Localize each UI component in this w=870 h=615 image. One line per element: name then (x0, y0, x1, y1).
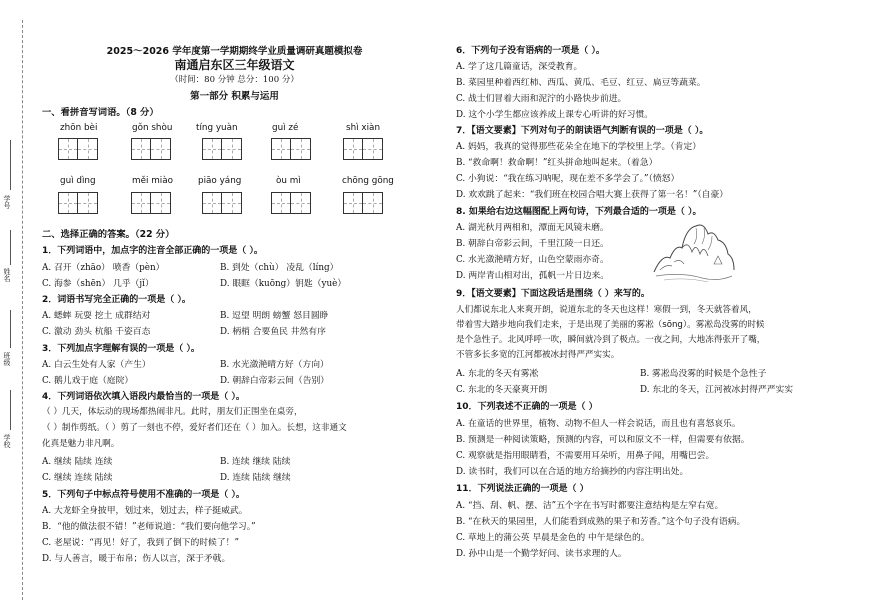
q4-option-c[interactable]: C. 继续 连续 陆续 (42, 473, 113, 483)
writing-grid[interactable] (271, 192, 311, 214)
q3-option-a[interactable]: A. 白云生处有人家（产生） (42, 360, 151, 370)
q4-option-b[interactable]: B. 连续 继续 陆续 (220, 457, 291, 467)
q9-passage-line: 带着雪大踏步地向我们走来，于是出现了美丽的雾凇（sōng）。雾凇岛没雾的时候 (456, 320, 765, 330)
question-5-stem: 5．下列句子中标点符号使用不准确的一项是（ ）。 (42, 490, 245, 500)
q10-option-b[interactable]: B. 预测是一种阅读策略，预测的内容，可以和原文不一样，但需要有依据。 (456, 435, 750, 445)
q4-option-a[interactable]: A. 继续 陆续 连续 (42, 457, 113, 467)
q8-option-a[interactable]: A. 湖光秋月两相和，潭面无风镜未磨。 (456, 223, 609, 233)
q4-option-d[interactable]: D. 连续 陆续 继续 (220, 473, 291, 483)
school-label: 学校 (3, 434, 11, 448)
q4-passage-line: （ ）制作剪纸。（ ）剪了一刻也不停，爱好者们还在（ ）加入。长想，这非通文 (42, 423, 347, 433)
question-6-stem: 6．下列句子没有语病的一项是（ ）。 (456, 46, 605, 56)
q9-passage-line: 不管多长多宽的江河都被冰封得严严实实。 (456, 350, 620, 360)
class-label: 班级 (3, 352, 11, 366)
writing-grid[interactable] (271, 138, 311, 160)
q6-option-b[interactable]: B. 菜园里种着西红柿、西瓜、黄瓜、毛豆、红豆、扁豆等蔬菜。 (456, 78, 706, 88)
q7-option-d[interactable]: D. 欢欢跳了起来：“我们班在校园合唱大赛上获得了第一名！”（自豪） (456, 190, 729, 200)
q9-option-a[interactable]: A. 东北的冬天有雾凇 (456, 369, 539, 379)
pinyin-label: chōng gōng (342, 176, 394, 186)
writing-grid[interactable] (343, 192, 383, 214)
q5-option-d[interactable]: D. 与人善言，暖于布帛；伤人以言，深于矛戟。 (42, 554, 231, 564)
q1-option-c[interactable]: C. 海参（shēn） 几乎（jǐ） (42, 279, 154, 289)
q11-option-c[interactable]: C. 草地上的蒲公英 早晨是金色的 中午是绿色的。 (456, 533, 650, 543)
q1-option-b[interactable]: B. 到处（chù） 凌乱（líng） (220, 263, 339, 273)
q7-option-a[interactable]: A. 妈妈，我真的觉得那些花朵全在地下的学校里上学。（肯定） (456, 142, 702, 152)
q2-option-c[interactable]: C. 激动 劲头 杭船 千姿百态 (42, 327, 151, 337)
q10-option-a[interactable]: A. 在童话的世界里，植物、动物不但人一样会说话，而且也有喜怒哀乐。 (456, 419, 741, 429)
q5-option-b[interactable]: B．“他的做法很不错！”老师说道：“我们要向他学习。” (42, 522, 256, 532)
pinyin-label: gǒn shòu (132, 123, 173, 133)
school-line (10, 390, 11, 430)
writing-grid[interactable] (58, 138, 98, 160)
q7-option-b[interactable]: B. “救命啊！救命啊！”红头拼命地叫起来。（着急） (456, 158, 658, 168)
pinyin-label: òu mì (276, 176, 301, 186)
part-title: 第一部分 积累与运用 (190, 91, 279, 102)
q4-passage-line: （ ）几天，体坛动的现场都热闹非凡。此时，朋友们正围坐在桌旁， (42, 407, 303, 417)
pinyin-label: zhōn bèi (60, 123, 98, 133)
q11-option-b[interactable]: B. “在秋天的果园里，人们能看到成熟的果子和芳香。”这个句子没有语病。 (456, 517, 746, 527)
writing-grid[interactable] (58, 192, 98, 214)
q9-passage-line: 人们都说东北人来爽开朗，说道东北的冬天也这样！寒假一到，冬天就答着风， (456, 305, 757, 315)
q9-passage-line: 是个急性子。北风呼呼一吹，瞬间就冷到了极点。一夜之间，大地冻得张开了嘴， (456, 335, 766, 345)
pinyin-label: guì dìng (60, 176, 96, 186)
q2-option-a[interactable]: A. 蟋蟀 玩耍 挖土 成群结对 (42, 311, 151, 321)
section2-heading: 二、选择正确的答案。（22 分） (42, 229, 175, 240)
section1-heading: 一、看拼音写词语。（8 分） (42, 107, 159, 118)
pinyin-label: měi miào (132, 176, 174, 186)
q3-option-b[interactable]: B. 水光潋滟晴方好（方向） (220, 360, 329, 370)
q11-option-a[interactable]: A. “挡、刮、帆、摆、洁”五个字在书写时都要注意结构是左窄右宽。 (456, 501, 724, 511)
student-id-line (10, 140, 11, 190)
q5-option-c[interactable]: C. 老屋说：“再见！好了，我到了倒下的时候了！” (42, 538, 239, 548)
exam-main-title: 2025～2026 学年度第一学期期终学业质量调研真题模拟卷 (106, 46, 363, 57)
pinyin-label: piāo yáng (198, 176, 242, 186)
q8-option-d[interactable]: D. 两岸青山相对出，孤帆一片日边来。 (456, 271, 610, 281)
class-line (10, 310, 11, 348)
name-label: 姓名 (3, 268, 11, 282)
name-line (10, 230, 11, 265)
question-9-stem: 9．【语文要素】下面这段话是围绕（ ）来写的。 (456, 289, 650, 299)
q6-option-d[interactable]: D. 这个小学生都应该养成上课专心听讲的好习惯。 (456, 110, 654, 120)
exam-time-info: （时间：80 分钟 总分：100 分） (170, 75, 299, 85)
q4-passage-line: 化真是魅力非凡啊。 (42, 439, 120, 449)
pinyin-label: tíng yuàn (196, 123, 238, 133)
writing-grid[interactable] (202, 192, 242, 214)
question-10-stem: 10．下列表述不正确的一项是（ ） (456, 402, 598, 412)
q6-option-c[interactable]: C. 战士们冒着大雨和泥泞的小路快步前进。 (456, 94, 627, 104)
q1-option-a[interactable]: A. 召开（zhāo） 喷香（pèn） (42, 263, 165, 273)
student-id-label: 学号 (3, 195, 11, 209)
q2-option-b[interactable]: B. 逗望 明朗 螃蟹 怒目圆睁 (220, 311, 329, 321)
question-7-stem: 7．【语文要素】下列对句子的朗读语气判断有误的一项是（ ）。 (456, 126, 709, 136)
q5-option-a[interactable]: A. 大龙虾全身披甲，划过来，划过去，样子挺威武。 (42, 506, 248, 516)
q9-option-c[interactable]: C. 东北的冬天豪爽开朗 (456, 385, 548, 395)
question-8-stem: 8. 如果给右边这幅图配上两句诗，下列最合适的一项是（ ）。 (456, 207, 702, 217)
exam-sub-title: 南通启东区三年级语文 (174, 58, 295, 72)
q10-option-c[interactable]: C. 观察就是指用眼睛看，不需要用耳朵听，用鼻子闻，用嘴巴尝。 (456, 451, 715, 461)
q3-option-c[interactable]: C. 鹅儿戏于庭（庭院） (42, 376, 134, 386)
writing-grid[interactable] (131, 192, 171, 214)
pinyin-label: shì xiàn (346, 123, 381, 133)
question-2-stem: 2．词语书写完全正确的一项是（ ）。 (42, 295, 191, 305)
pinyin-label: guì zé (272, 123, 299, 133)
q10-option-d[interactable]: D. 读书时，我们可以在合适的地方给摘抄的内容注明出处。 (456, 467, 689, 477)
question-4-stem: 4．下列词语依次填入语段内最恰当的一项是（ ）。 (42, 392, 245, 402)
binding-margin (0, 0, 30, 615)
question-11-stem: 11．下列说法正确的一项是（ ） (456, 484, 589, 494)
writing-grid[interactable] (202, 138, 242, 160)
mountain-river-illustration (652, 214, 736, 286)
q9-option-d[interactable]: D. 东北的冬天，江河被冰封得严严实实 (640, 385, 794, 395)
q2-option-d[interactable]: D. 柄梢 合要鱼民 井然有序 (220, 327, 326, 337)
writing-grid[interactable] (343, 138, 383, 160)
writing-grid[interactable] (131, 138, 171, 160)
q1-option-d[interactable]: D. 眼眶（kuōng）钥匙（yuè） (220, 279, 347, 289)
q8-option-b[interactable]: B. 朝辞白帝彩云间，千里江陵一日还。 (456, 239, 609, 249)
q11-option-d[interactable]: D. 孙中山是一个勤学好问、读书求理的人。 (456, 549, 627, 559)
question-1-stem: 1．下列词语中，加点字的注音全部正确的一项是（ ）。 (42, 246, 263, 256)
q9-option-b[interactable]: B. 雾凇岛没雾的时候是个急性子 (640, 369, 767, 379)
q8-option-c[interactable]: C. 水光潋滟晴方好，山色空蒙雨亦奇。 (456, 255, 609, 265)
q3-option-d[interactable]: D. 朝辞白帝彩云间（告别） (220, 376, 330, 386)
q6-option-a[interactable]: A. 学了这几篇童话，深受教育。 (456, 62, 583, 72)
binding-dashed-line (22, 20, 23, 600)
question-3-stem: 3．下列加点字理解有误的一项是（ ）。 (42, 344, 200, 354)
q7-option-c[interactable]: C. 小狗说：“我在练习呐呢，现在差不多学会了。”（愤怒） (456, 174, 680, 184)
